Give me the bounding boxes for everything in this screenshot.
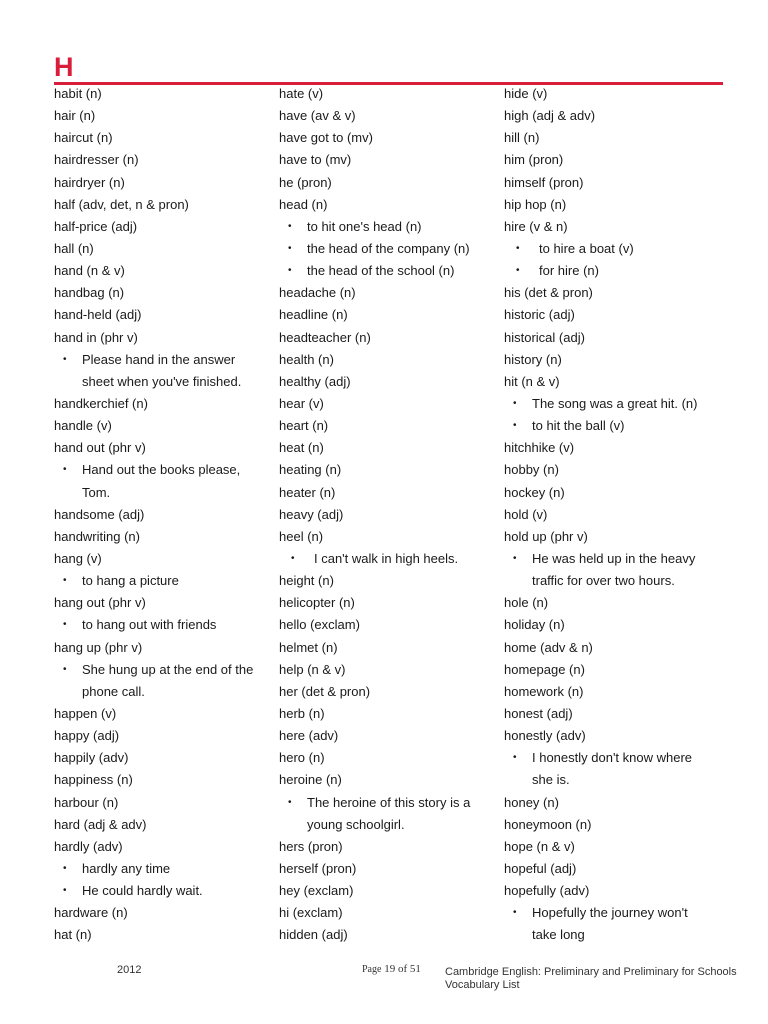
example-sentence [54,659,279,681]
example-continuation: young schoolgirl. [307,816,405,832]
vocab-entry: hate (v) [279,86,324,101]
bullet-icon: • [288,265,292,277]
vocab-entry: headteacher (n) [279,329,371,345]
bullet-icon: • [63,663,67,675]
vocab-entry: history (n) [504,351,562,367]
vocab-entry: height (n) [279,573,334,589]
vocab-entry: hall (n) [54,240,94,256]
vocab-entry: home (adv & n) [504,639,593,655]
vocab-entry: hers (pron) [279,838,343,854]
example-text: hardly any time [82,860,171,876]
example-sentence [54,349,279,371]
vocab-entry: handsome (adj) [54,506,145,522]
vocab-entry: have got to (mv) [279,130,373,146]
vocab-entry: helicopter (n) [279,595,355,611]
vocab-entry: hey (exclam) [279,883,354,899]
example-sentence [504,548,729,570]
footer-page-total: of 51 [397,963,421,975]
vocab-entry: honest (adj) [504,705,573,721]
example-text: to hang out with friends [82,617,217,633]
example-text: to hit the ball (v) [532,418,625,434]
bullet-icon: • [288,242,292,254]
vocab-entry: holiday (n) [504,617,565,633]
example-sentence [54,459,279,481]
vocab-entry: hill (n) [504,130,540,146]
vocab-entry: have (av & v) [279,108,356,124]
vocab-entry: here (adv) [279,728,339,744]
example-sentence [279,260,504,282]
vocab-entry: hit (n & v) [504,373,560,389]
footer-page-label: Page [362,964,382,975]
vocab-entry: help (n & v) [279,661,346,677]
vocab-entry: handkerchief (n) [54,395,148,411]
example-text: He could hardly wait. [82,883,203,899]
vocab-entry: hi (exclam) [279,905,343,921]
bullet-icon: • [63,575,67,587]
vocab-entry: hide (v) [504,86,548,101]
vocab-entry: homepage (n) [504,661,585,677]
bullet-icon: • [513,552,517,564]
vocab-entry: hold up (phr v) [504,528,588,544]
vocab-entry: hardly (adv) [54,838,123,854]
vocab-entry: heater (n) [279,484,336,500]
example-sentence [504,393,729,415]
example-sentence [54,570,279,592]
vocab-entry: heating (n) [279,462,342,478]
vocab-entry: hairdryer (n) [54,174,125,190]
vocab-entry: hire (v & n) [504,218,568,234]
bullet-icon: • [63,619,67,631]
vocab-entry: hang (v) [54,550,102,566]
vocab-entry: him (pron) [504,152,564,168]
vocab-entry: happiness (n) [54,772,133,788]
vocab-entry: himself (pron) [504,174,584,190]
vocab-entry: historical (adj) [504,329,585,345]
vocab-entry: herb (n) [279,705,325,721]
vocab-entry: heart (n) [279,418,329,434]
bullet-icon: • [63,353,67,365]
vocab-entry: hobby (n) [504,462,559,478]
example-sentence [504,902,729,924]
bullet-icon: • [291,552,295,564]
vocab-entry: healthy (adj) [279,373,351,389]
vocab-entry: habit (n) [54,86,102,101]
vocab-entry: honeymoon (n) [504,816,592,832]
example-sentence [504,260,729,282]
example-sentence [54,858,279,880]
vocab-entry: hair (n) [54,108,96,124]
vocab-entry: hard (adj & adv) [54,816,147,832]
example-sentence [504,415,729,437]
example-text: She hung up at the end of the [82,661,254,677]
vocab-entry: happy (adj) [54,728,120,744]
vocab-entry: haircut (n) [54,130,113,146]
word-column-1 [54,83,279,946]
example-sentence [279,548,504,570]
vocab-entry: hand (n & v) [54,263,125,279]
example-text: The heroine of this story is a [307,794,471,810]
example-sentence [504,238,729,260]
vocab-entry: herself (pron) [279,860,357,876]
example-text: I honestly don't know where [532,750,693,766]
vocab-entry: honey (n) [504,794,559,810]
vocab-entry: head (n) [279,196,328,212]
example-text: Please hand in the answer [82,351,236,367]
vocab-entry: hand in (phr v) [54,329,138,345]
vocab-entry: hold (v) [504,506,548,522]
bullet-icon: • [513,752,517,764]
vocab-entry: her (det & pron) [279,683,371,699]
vocab-entry: hairdresser (n) [54,152,139,168]
footer-title-line2: Vocabulary List [445,979,520,991]
example-sentence [504,747,729,769]
vocab-entry: hockey (n) [504,484,565,500]
vocab-entry: hand-held (adj) [54,307,142,323]
vocab-entry: hopeful (adj) [504,860,577,876]
vocab-entry: historic (adj) [504,307,575,323]
vocab-entry: hello (exclam) [279,617,360,633]
vocab-entry: have to (mv) [279,152,352,168]
vocab-entry: harbour (n) [54,794,119,810]
example-text: The song was a great hit. (n) [532,395,698,411]
vocab-entry: hand out (phr v) [54,440,146,456]
vocab-entry: hang out (phr v) [54,595,146,611]
example-text: He was held up in the heavy [532,550,696,566]
example-continuation: Tom. [82,484,111,500]
vocab-entry: honestly (adv) [504,728,586,744]
example-sentence [279,792,504,814]
vocab-entry: handwriting (n) [54,528,140,544]
bullet-icon: • [63,885,67,897]
example-text: to hang a picture [82,573,179,589]
vocab-entry: homework (n) [504,683,584,699]
bullet-icon: • [63,464,67,476]
example-sentence [54,614,279,636]
vocab-entry: hear (v) [279,395,324,411]
example-sentence [279,216,504,238]
vocab-entry: hidden (adj) [279,927,348,943]
bullet-icon: • [516,265,520,277]
vocab-entry: hardware (n) [54,905,128,921]
example-text: to hire a boat (v) [539,240,634,256]
example-sentence [54,880,279,902]
vocab-entry: headline (n) [279,307,348,323]
bullet-icon: • [288,220,292,232]
example-text: Hand out the books please, [82,462,241,478]
vocab-entry: hope (n & v) [504,838,575,854]
example-continuation: take long [532,927,585,943]
vocab-entry: hip hop (n) [504,196,567,212]
example-text: the head of the company (n) [307,240,470,256]
example-text: Hopefully the journey won't [532,905,688,921]
vocab-entry: heat (n) [279,440,324,456]
vocab-entry: hat (n) [54,927,92,943]
word-column-2 [279,83,504,946]
bullet-icon: • [288,796,292,808]
vocab-entry: hopefully (adv) [504,883,590,899]
example-text: for hire (n) [539,263,599,279]
footer-title [445,966,737,992]
vocab-entry: happen (v) [54,705,117,721]
vocab-entry: hitchhike (v) [504,440,575,456]
vocab-entry: handbag (n) [54,285,125,301]
vocab-entry: happily (adv) [54,750,129,766]
example-text: to hit one's head (n) [307,218,422,234]
example-continuation: sheet when you've finished. [82,373,242,389]
vocab-entry: he (pron) [279,174,332,190]
section-letter: H [54,52,74,82]
vocab-entry: high (adj & adv) [504,108,596,124]
example-continuation: traffic for over two hours. [532,573,675,589]
vocab-entry: half (adv, det, n & pron) [54,196,189,212]
vocab-entry: his (det & pron) [504,285,593,301]
vocab-entry: helmet (n) [279,639,338,655]
bullet-icon: • [63,862,67,874]
vocab-entry: headache (n) [279,285,356,301]
vocab-entry: heel (n) [279,528,324,544]
example-continuation: she is. [532,772,570,788]
footer-page-current: 19 [384,963,396,975]
bullet-icon: • [513,420,517,432]
example-sentence [279,238,504,260]
example-text: I can't walk in high heels. [314,550,459,566]
vocab-entry: hole (n) [504,595,549,611]
bullet-icon: • [513,397,517,409]
vocab-entry: half-price (adj) [54,218,138,234]
vocab-entry: health (n) [279,351,334,367]
bullet-icon: • [513,907,517,919]
bullet-icon: • [516,242,520,254]
vocab-entry: hang up (phr v) [54,639,143,655]
footer-page-number [362,963,421,975]
example-continuation: phone call. [82,683,145,699]
vocab-entry: heroine (n) [279,772,342,788]
vocab-entry: hero (n) [279,750,325,766]
footer-title-line1: Cambridge English: Preliminary and Preliminary for Schools [445,966,737,978]
vocab-entry: handle (v) [54,418,112,434]
word-column-3 [504,83,729,946]
footer-year: 2012 [117,964,142,976]
example-text: the head of the school (n) [307,263,455,279]
vocab-entry: heavy (adj) [279,506,344,522]
